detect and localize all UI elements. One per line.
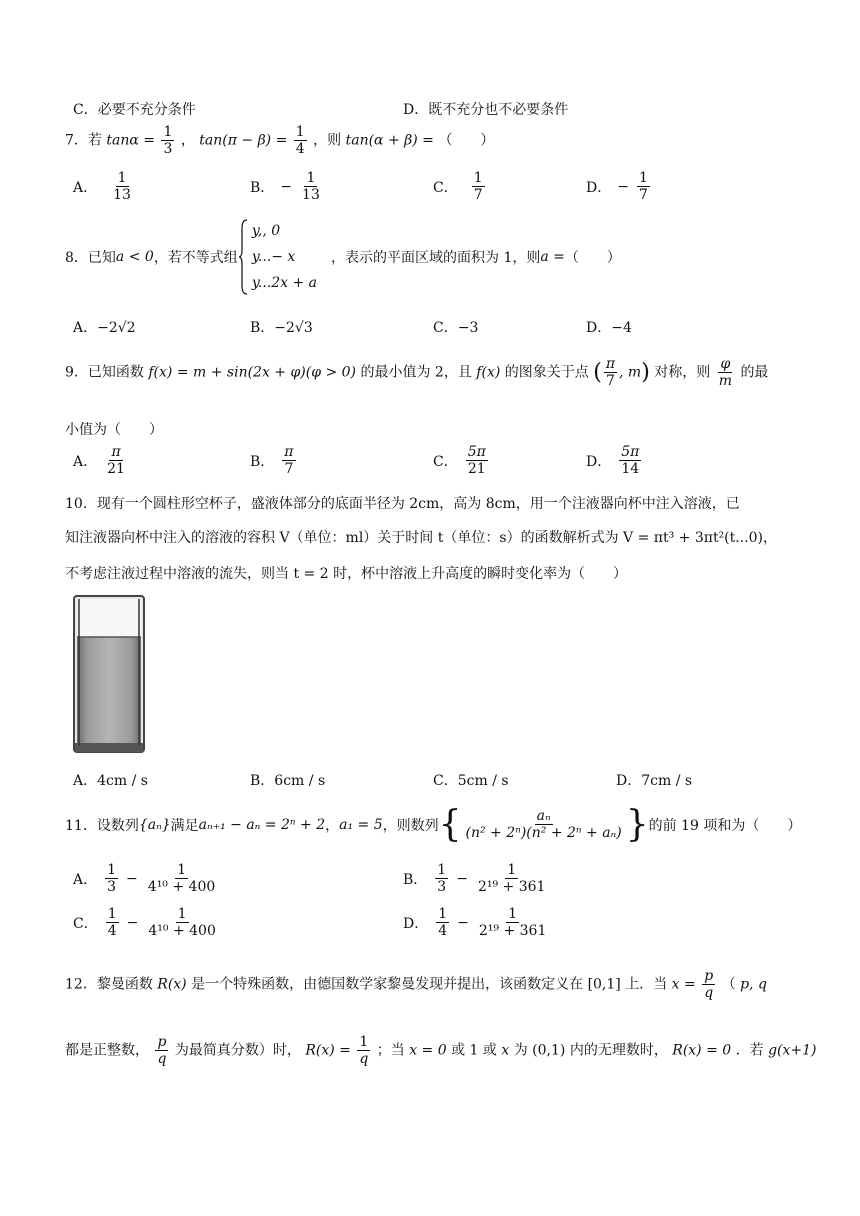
q8-option-c: C．−3 <box>433 320 479 336</box>
q8-option-d: D．−4 <box>586 320 632 336</box>
inequality-1: y,, 0 <box>251 223 281 239</box>
frac-1-3: $\frac{1}{3}$ <box>163 124 173 158</box>
q10-option-c: C．5cm / s <box>433 773 509 789</box>
cylinder-cup-image <box>73 595 145 753</box>
question-10-line2: 知注液器向杯中注入的溶液的容积 V（单位：ml）关于时间 t（单位：s）的函数解析式为 V = πt³ + 3πt²(t...0)， <box>65 530 777 546</box>
q7-option-c: C． $\frac{1}{7}$ <box>433 170 483 204</box>
q9-option-b: B． $\frac{\pi}{7}$ <box>250 444 294 478</box>
q8-option-b: B．−2√3 <box>250 320 313 336</box>
question-9-stem: 9．已知函数 f(x) = m + sin(2x + φ)(φ > 0) 的最小值为 2，且 f(x) 的图象关于点 ( $\frac{\pi}{7}$ , m) 对称，则 $\frac{\varphi}{m}$ 的最 <box>65 356 769 390</box>
q6-option-d: D．既不充分也不必要条件 <box>403 102 569 118</box>
q6-option-c: C．必要不充分条件 <box>73 102 196 118</box>
q8-option-a: A．−2√2 <box>73 320 136 336</box>
question-9-line2: 小值为（ ） <box>65 422 163 438</box>
q11-option-b: B． $\frac{1}{3}$ − $\frac{1}{\text{2¹⁹ + 361}}$ <box>403 862 546 896</box>
q9-option-a: A． $\frac{\pi}{21}$ <box>73 444 125 478</box>
question-11-stem: 11．设数列 {aₙ} 满足 aₙ₊₁ − aₙ = 2ⁿ + 2 ， a₁ = 5 ，则数列 { $\frac{\text{aₙ}}{\text{(n² + 2ⁿ)(n² + 2ⁿ + aₙ)}}$ } 的前 19 项和为（ ） <box>65 804 802 845</box>
q11-option-a: A． $\frac{1}{3}$ − $\frac{1}{\text{4¹⁰ + 400}}$ <box>73 862 216 896</box>
question-8-stem: 8．已知 a < 0 ，若不等式组 y,, 0 y...− x y...2x + a ，表示的平面区域的面积为 1，则 a = （ ） <box>65 218 621 296</box>
q10-option-b: B．6cm / s <box>250 773 326 789</box>
inequality-3: y...2x + a <box>251 275 317 291</box>
left-brace-icon <box>238 218 248 296</box>
question-12-line2: 都是正整数， $\frac{p}{q}$ 为最简真分数）时， R(x) = $\frac{1}{q}$ ；当 x = 0 或 1 或 x 为 (0,1) 内的无理数时， R(x) = 0 ．若 g(x+1) <box>65 1034 817 1068</box>
q11-option-d: D． $\frac{1}{4}$ − $\frac{1}{\text{2¹⁹ + 361}}$ <box>403 906 547 940</box>
inequality-2: y...− x <box>251 249 296 265</box>
q7-option-d: D． − $\frac{1}{7}$ <box>586 170 648 204</box>
question-10-line3: 不考虑注液过程中溶液的流失，则当 t = 2 时，杯中溶液上升高度的瞬时变化率为（ ） <box>65 566 628 582</box>
q11-option-c: C． $\frac{1}{4}$ − $\frac{1}{\text{4¹⁰ + 400}}$ <box>73 906 216 940</box>
q7-option-a: A． $\frac{1}{13}$ <box>73 170 131 204</box>
question-7-stem: 7．若 tanα = $\frac{1}{3}$ ， tan(π − β) = $\frac{1}{4}$ ，则 tan(α + β) = （ ） <box>65 124 495 158</box>
q7-option-b: B． − $\frac{1}{13}$ <box>250 170 320 204</box>
frac-1-4: $\frac{1}{4}$ <box>295 124 305 158</box>
question-10-line1: 10．现有一个圆柱形空杯子，盛液体部分的底面半径为 2cm，高为 8cm，用一个注液器向杯中注入溶液，已 <box>65 496 740 512</box>
q9-option-c: C． $\frac{5\pi}{21}$ <box>433 444 486 478</box>
q9-option-d: D． $\frac{5\pi}{14}$ <box>586 444 640 478</box>
q10-option-d: D．7cm / s <box>616 773 693 789</box>
q10-option-a: A．4cm / s <box>73 773 148 789</box>
question-12-line1: 12．黎曼函数 R(x) 是一个特殊函数，由德国数学家黎曼发现并提出，该函数定义在 [0,1] 上．当 x = $\frac{p}{q}$ （ p, q <box>65 968 767 1002</box>
